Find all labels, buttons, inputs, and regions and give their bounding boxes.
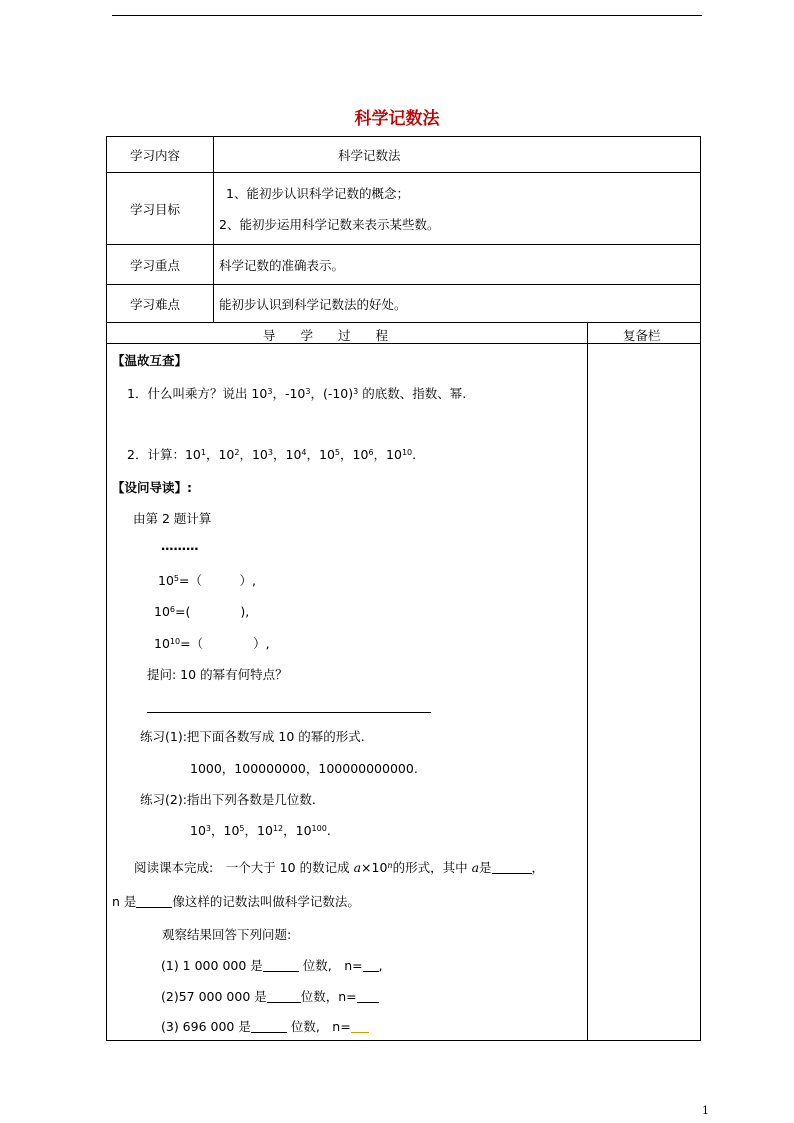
power-exponent: 4 xyxy=(301,448,307,457)
power-base: 10 xyxy=(285,447,302,462)
content-value: 科学记数法 xyxy=(338,148,401,163)
power-list: $10^1$，$10^2$，$10^3$，$10^4$，$10^5$，$10^6$，$10^{10}$. xyxy=(184,447,417,462)
n-definition: n 是 像这样的记数法叫做科学记数法。 xyxy=(112,894,360,909)
key-value: 科学记数的准确表示。 xyxy=(219,258,345,273)
table-row-line xyxy=(106,172,701,173)
reading-prompt: 阅读课本完成: 一个大于 10 的数记成 $a\times 10^n$的形式，其中 a是 ， xyxy=(134,860,545,875)
power-base: 10 xyxy=(190,823,206,838)
power-base: 10 xyxy=(184,447,201,462)
review-column-header: 复备栏 xyxy=(623,328,661,343)
goal-item-1: 1、能初步认识科学记数的概念； xyxy=(226,186,409,201)
power-exponent: 1 xyxy=(200,448,206,457)
guide-intro: 由第 2 题计算 xyxy=(133,511,212,526)
guide-heading: 【设问导读】: xyxy=(112,480,192,495)
exercise-1: 练习(1):把下面各数写成 10 的幂的形式. xyxy=(140,729,365,744)
blank-n[interactable] xyxy=(136,895,172,908)
power-base: 10 xyxy=(257,823,273,838)
power-exponent: 2 xyxy=(234,448,240,457)
observe-item-2: (2)57 000 000 是 位数，n= xyxy=(161,987,379,1005)
page-number: 1 xyxy=(702,1104,709,1117)
header-rule xyxy=(112,15,702,16)
review-heading: 【温故互查】 xyxy=(112,353,188,368)
difficulty-value: 能初步认识到科学记数法的好处。 xyxy=(219,297,407,312)
table-divider-label xyxy=(213,136,214,322)
key-label: 学习重点 xyxy=(130,258,181,273)
question-2: 2．计算：$10^1$，$10^2$，$10^3$，$10^4$，$10^5$，$10^6$，$10^{10}$. xyxy=(127,447,417,462)
question-power-features: 提问: 10 的幂有何特点？ xyxy=(147,667,288,682)
power-exponent: 12 xyxy=(272,824,284,833)
content-label: 学习内容 xyxy=(130,148,181,163)
goal-label: 学习目标 xyxy=(130,202,181,217)
page-title: 科学记数法 xyxy=(354,109,440,129)
exercise-2: 练习(2):指出下列各数是几位数. xyxy=(140,792,316,807)
blank-n-3[interactable] xyxy=(351,1020,369,1033)
answer-line xyxy=(147,712,431,713)
blank-digits-1[interactable] xyxy=(263,959,299,972)
power-5-blank: $10^5=$（ ）, xyxy=(158,573,256,588)
power-base: 10 xyxy=(352,447,369,462)
blank-n-1[interactable] xyxy=(363,959,379,972)
power-10-blank: $10^{10}=$（ ）, xyxy=(154,636,270,651)
power-base: 10 xyxy=(251,447,268,462)
power-base: 10 xyxy=(223,823,240,838)
question-1: 1．什么叫乘方？说出 $10^3$，$-10^3$，$(-10)^3$ 的底数、指数、幂. xyxy=(127,386,467,401)
power-exponent: 5 xyxy=(334,448,341,457)
power-exponent: 100 xyxy=(311,824,327,833)
observe-item-1: (1) 1 000 000 是 位数, n= , xyxy=(161,958,383,973)
process-header: 导 学 过 程 xyxy=(263,328,389,343)
ellipsis: ……… xyxy=(161,538,199,553)
table-row-line xyxy=(106,244,701,245)
blank-a[interactable] xyxy=(492,861,532,874)
power-base: 10 xyxy=(295,823,312,838)
blank-digits-3[interactable] xyxy=(251,1020,287,1033)
table-divider-review xyxy=(587,322,588,1041)
blank-digits-2[interactable] xyxy=(267,990,301,1003)
blank-n-2[interactable] xyxy=(357,990,379,1003)
power-exponent: 3 xyxy=(267,448,273,457)
exercise-1-numbers: 1000，100000000，100000000000. xyxy=(190,761,418,776)
table-row-line xyxy=(106,284,701,285)
observe-prompt: 观察结果回答下列问题: xyxy=(162,927,292,942)
power-base: 10 xyxy=(386,447,402,462)
power-base: 10 xyxy=(319,447,335,462)
observe-item-3: (3) 696 000 是 位数, n= xyxy=(161,1017,369,1035)
table-row-line xyxy=(106,343,701,344)
power-exponent: 10 xyxy=(401,448,413,457)
power-exponent: 6 xyxy=(368,448,374,457)
difficulty-label: 学习难点 xyxy=(130,297,181,312)
power-exponent: 3 xyxy=(205,824,211,833)
power-exponent: 5 xyxy=(239,824,245,833)
power-base: 10 xyxy=(218,447,235,462)
power-6-blank: $10^6=$( ), xyxy=(154,604,250,619)
goal-item-2: 2、能初步运用科学记数来表示某些数。 xyxy=(219,217,440,232)
table-row-line xyxy=(106,322,701,323)
exercise-2-items: $10^3$，$10^5$，$10^{12}$，$10^{100}$. xyxy=(190,823,331,838)
